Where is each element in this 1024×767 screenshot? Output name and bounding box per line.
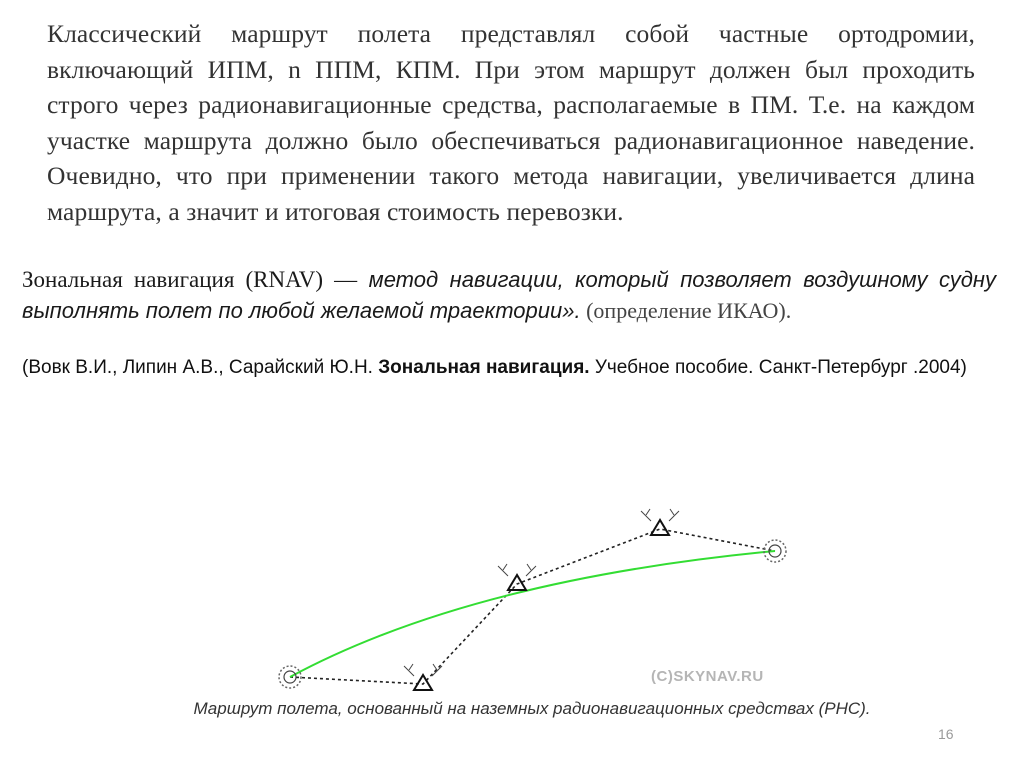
definition-text: метод навигации, который позволяет воздушному судну выполнять полет по любой желаемой траектории». [22,267,997,323]
reference-suffix: Учебное пособие. Санкт-Петербург .2004) [589,357,967,378]
page-number: 16 [938,726,954,742]
diagram-caption: Маршрут полета, основанный на наземных радионавигационных средствах (РНС). [193,699,871,718]
navaid-beacon-icon [404,664,442,690]
definition-source: (определение ИКАО). [580,298,792,323]
reference-prefix: (Вовк В.И., Липин А.В., Сарайский Ю.Н. [22,357,379,378]
reference-title: Зональная навигация. [378,357,590,378]
navaid-beacon-icon [498,564,536,590]
watermark: (C)SKYNAV.RU [651,668,764,685]
navaid-beacon-icon [641,509,679,535]
intro-paragraph: Классический маршрут полета представлял собой частные ортодромии, включающий ИПМ, n ППМ, КПМ. При этом маршрут должен был проходить строго через радионавигационные средства, располагаемые в ПМ. Т.е. на каждом участке маршрута должно было обеспечиваться радионавигационное наведение. Очевидно, что при применении такого метода навигации, увеличивается длина маршрута, а значит и итоговая стоимость перевозки. [47,19,975,226]
classic-route-line [290,529,775,684]
definition-term: Зональная навигация (RNAV) — [22,267,358,292]
